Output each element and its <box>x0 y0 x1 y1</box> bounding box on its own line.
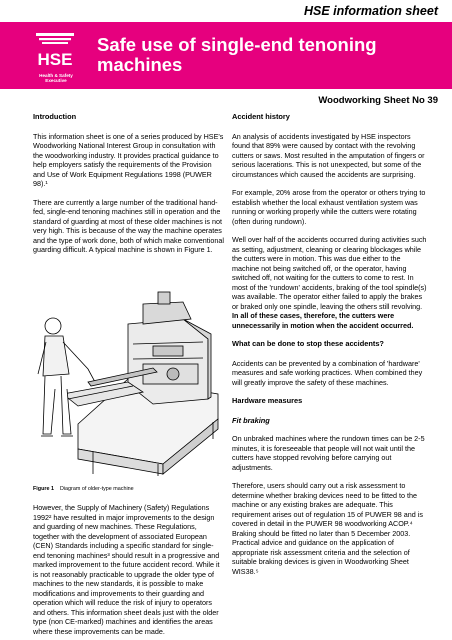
accident-history-heading: Accident history <box>232 112 290 121</box>
prevention-paragraph: Accidents can be prevented by a combination of 'hardware' measures and safe working practices. When combined they will greatly improve the safety of these machines. <box>232 358 423 387</box>
figure-caption-label: Figure 1 <box>33 485 54 492</box>
figure-caption-text: Diagram of older-type machine <box>59 485 134 492</box>
sheet-type-label: HSE information sheet <box>303 4 438 18</box>
prevention-question: What can be done to stop these accidents? <box>232 339 384 348</box>
accident-paragraph-3 <box>232 235 428 330</box>
intro-heading: Introduction <box>33 112 77 121</box>
figure-caption <box>33 485 225 495</box>
intro-paragraph-2: There are currently a large number of the traditional hand-fed, single-end tenoning machines still in operation and the standard of guarding at most of these older machines is not very high. This is because of the way the machine operates and the type of work done, both of which make conventional guarding difficult. A typical machine is shown in Figure 1. <box>33 197 224 254</box>
braking-paragraph-2: Therefore, users should carry out a risk assessment to determine whether braking devices need to be fitted to the machine or any existing brakes are adequate. This requirement arises out of regulation 15 of PUWER 98 and is covered in detail in the PUWER 98 woodworking ACOP.⁴ Braking should be fitted no later than 5 December 2003. Practical advice and guidance on the application of appropriate risk assessment criteria and the selection of suitable braking devices is given in Woodworking Sheet WIS38.⁵ <box>232 481 423 576</box>
accident-paragraph-2: For example, 20% arose from the operator or others trying to establish whether the local exhaust ventilation system was running or working properly while the cutters were rotating (often during rundown). <box>232 188 426 226</box>
logo-wordmark: HSE <box>37 50 73 69</box>
accident-paragraph-3-bold: In all of these cases, therefore, the cutters were unnecessarily in motion when the accident occurred. <box>232 311 414 330</box>
accident-paragraph-1: An analysis of accidents investigated by HSE inspectors found that 89% were caused by contact with the revolving cutters or saws. Most resulted in the amputation of fingers or serious lacerations. This is not unexpected, but some of the circumstances which caused the accidents are surprising. <box>232 131 425 179</box>
hardware-measures-heading: Hardware measures <box>232 396 303 405</box>
sheet-number: Woodworking Sheet No 39 <box>318 95 438 106</box>
right-column <box>232 112 428 585</box>
accident-paragraph-3-text: Well over half of the accidents occurred during activities such as setting, adjustment, cleaning or clearing blockages while the cutters were in motion. This was due either to the machine not being switched off, or the operator, having switched off, not waiting for the cutters to come to rest. In most of the 'rundown' accidents, braking of the tool spindle(s) was available. The operator either failed to apply the brakes or braked only one spindle, leaving the others still revolving. <box>232 235 427 311</box>
fit-braking-heading: Fit braking <box>232 415 270 425</box>
intro-paragraph-3: However, the Supply of Machinery (Safety) Regulations 1992² have resulted in major improvements to the design and guarding of new machines. These Regulations, together with the development of associated European (CEN) Standards including a specific standard for single-end tenoning machines³ should result in a progressive and marked improvement to the future accident record. While it is not reasonably practicable to upgrade the older type of machines to the new standards, it is possible to make modifications and improvements to their guarding and operation which will reduce the risk of injury to operators and others. This information sheet deals just with the older type (non CE-marked) machines and identifies the areas where these improvements can be made. <box>33 503 220 636</box>
braking-paragraph-1: On unbraked machines where the rundown times can be 2-5 minutes, it is foreseeable that people will not wait until the cutters have stopped revolving before carrying out adjustments. <box>232 434 425 472</box>
logo-subtext: Health & Safety Executive <box>39 73 73 83</box>
intro-paragraph-1: This information sheet is one of a series produced by HSE's Woodworking National Interest Group in consultation with the woodworking industry. It provides practical guidance to help employers satisfy the requirements of the Provision and Use of Work Equipment Regulations 1998 (PUWER 98).¹ <box>33 131 224 188</box>
page-title: Safe use of single-end tenoning machines <box>97 34 377 75</box>
tenoning-machine-figure <box>33 264 225 479</box>
left-column <box>33 112 225 640</box>
